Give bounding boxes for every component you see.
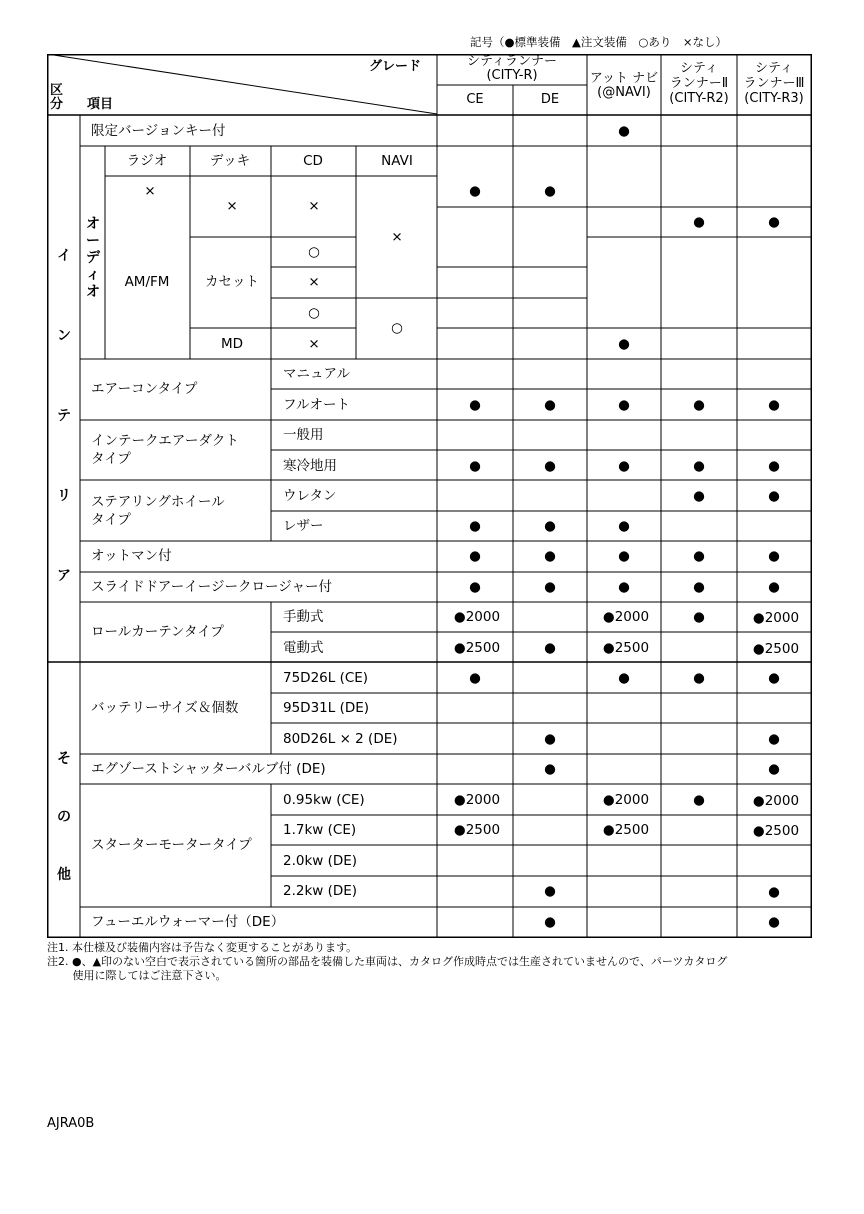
document-code: AJRA0B bbox=[47, 1116, 95, 1131]
mark: ● bbox=[469, 518, 481, 534]
mark: ● bbox=[768, 731, 780, 747]
item-aircon: エアーコンタイプ bbox=[91, 381, 198, 397]
item-bat-2: 95D31L (DE) bbox=[283, 700, 370, 716]
mark: ● bbox=[618, 518, 630, 534]
item-bat-1: 75D26L (CE) bbox=[283, 670, 369, 686]
mark: ● bbox=[618, 123, 630, 139]
item-starter: スターターモータータイプ bbox=[91, 837, 252, 853]
audio-radio-x: × bbox=[144, 183, 156, 199]
mark: ● bbox=[768, 214, 780, 230]
mark-2500: ●2500 bbox=[453, 822, 501, 838]
mark: ● bbox=[693, 670, 705, 686]
at-navi-code: (@NAVI) bbox=[597, 85, 651, 100]
mark: ● bbox=[618, 458, 630, 474]
spec-table bbox=[47, 54, 812, 938]
mark: ● bbox=[544, 640, 556, 656]
item-electric-type: 電動式 bbox=[283, 640, 324, 656]
mark-2500: ●2500 bbox=[453, 640, 501, 656]
audio-h-cd: CD bbox=[303, 153, 323, 169]
audio-h-deck: デッキ bbox=[209, 153, 251, 169]
mark: ● bbox=[544, 883, 556, 899]
item-limited-key: 限定バージョンキー付 bbox=[91, 123, 226, 139]
mark: ● bbox=[768, 761, 780, 777]
mark: ● bbox=[469, 397, 481, 413]
mark: ● bbox=[693, 548, 705, 564]
audio-cd-4: ○ bbox=[308, 305, 320, 321]
notes bbox=[47, 941, 727, 983]
item-st-3: 2.0kw (DE) bbox=[283, 853, 358, 869]
mark: ● bbox=[469, 670, 481, 686]
grade-label: グレード bbox=[369, 59, 422, 74]
mark: ● bbox=[768, 884, 780, 900]
audio-navi-o: ○ bbox=[391, 320, 403, 336]
city-r-name: シティランナー bbox=[467, 54, 557, 69]
item-exhaust: エグゾーストシャッターバルブ付 (DE) bbox=[91, 761, 326, 777]
audio-deck-cassette: カセット bbox=[205, 274, 259, 290]
item-steering-2: タイプ bbox=[91, 512, 131, 528]
city-r3-code: (CITY-R3) bbox=[744, 91, 804, 106]
item-fuel: フューエルウォーマー付（DE） bbox=[91, 914, 285, 930]
note-1: 注1. 本仕様及び装備内容は予告なく変更することがあります。 bbox=[47, 941, 358, 954]
item-manual-type: 手動式 bbox=[283, 609, 324, 625]
mark: ● bbox=[693, 609, 705, 625]
mark: ● bbox=[544, 914, 556, 930]
audio-label: オーディオ bbox=[86, 216, 100, 300]
note-3: 使用に際してはご注意下さい。 bbox=[47, 969, 227, 982]
mark: ● bbox=[469, 183, 481, 199]
mark: ● bbox=[544, 761, 556, 777]
mark-2500: ●2500 bbox=[602, 822, 650, 838]
mark-2500: ●2500 bbox=[752, 641, 800, 657]
mark-2000: ●2000 bbox=[752, 793, 800, 809]
item-cold: 寒冷地用 bbox=[283, 458, 337, 474]
audio-cd-5: × bbox=[308, 336, 320, 352]
mark-2000: ●2000 bbox=[752, 610, 800, 626]
mark: ● bbox=[693, 214, 705, 230]
audio-cd-2: ○ bbox=[308, 244, 320, 260]
audio-navi-x: × bbox=[391, 229, 403, 245]
audio-deck-x: × bbox=[226, 198, 238, 214]
mark: ● bbox=[693, 397, 705, 413]
item-leather: レザー bbox=[283, 518, 324, 534]
mark: ● bbox=[544, 548, 556, 564]
col-ce: CE bbox=[466, 92, 484, 107]
mark: ● bbox=[768, 397, 780, 413]
mark: ● bbox=[768, 670, 780, 686]
item-st-2: 1.7kw (CE) bbox=[283, 822, 357, 838]
audio-deck-md: MD bbox=[220, 336, 244, 352]
mark: ● bbox=[469, 458, 481, 474]
mark: ● bbox=[544, 397, 556, 413]
item-general: 一般用 bbox=[283, 427, 324, 443]
item-st-1: 0.95kw (CE) bbox=[283, 792, 365, 808]
mark: ● bbox=[544, 731, 556, 747]
mark-2000: ●2000 bbox=[453, 792, 501, 808]
mark: ● bbox=[618, 579, 630, 595]
city-r3-line1: シティ bbox=[755, 61, 793, 76]
mark-2500: ●2500 bbox=[752, 823, 800, 839]
audio-h-radio: ラジオ bbox=[126, 153, 168, 169]
mark: ● bbox=[693, 792, 705, 808]
kubun-label: 区分 bbox=[50, 83, 64, 112]
mark: ● bbox=[768, 488, 780, 504]
mark: ● bbox=[469, 548, 481, 564]
audio-h-navi: NAVI bbox=[381, 153, 413, 169]
mark: ● bbox=[618, 548, 630, 564]
item-slide-door: スライドドアーイージークロージャー付 bbox=[91, 579, 332, 595]
section-interior: インテリア bbox=[57, 248, 71, 584]
mark: ● bbox=[693, 488, 705, 504]
audio-radio-amfm: AM/FM bbox=[124, 274, 170, 290]
mark: ● bbox=[768, 548, 780, 564]
mark: ● bbox=[469, 579, 481, 595]
mark-2500: ●2500 bbox=[602, 640, 650, 656]
mark-2000: ●2000 bbox=[453, 609, 501, 625]
mark: ● bbox=[544, 518, 556, 534]
mark: ● bbox=[768, 458, 780, 474]
section-other: その他 bbox=[57, 751, 71, 883]
item-urethane: ウレタン bbox=[283, 488, 337, 504]
mark-2000: ●2000 bbox=[602, 609, 650, 625]
mark: ● bbox=[618, 670, 630, 686]
mark: ● bbox=[693, 579, 705, 595]
koumoku-label: 項目 bbox=[87, 97, 114, 112]
item-st-4: 2.2kw (DE) bbox=[283, 883, 358, 899]
item-steering: ステアリングホイール bbox=[91, 494, 225, 510]
col-de: DE bbox=[540, 92, 560, 107]
legend: 記号（●標準装備 ▲注文装備 ○あり ×なし） bbox=[470, 35, 728, 49]
item-intake-2: タイプ bbox=[91, 451, 131, 467]
item-ottoman: オットマン付 bbox=[91, 548, 172, 564]
item-battery: バッテリーサイズ＆個数 bbox=[91, 700, 239, 716]
city-r2-line1: シティ bbox=[680, 61, 718, 76]
mark: ● bbox=[544, 579, 556, 595]
note-2: 注2. ●、▲印のない空白で表示されている箇所の部品を装備した車両は、カタログ作成時点では生産されていませんので、パーツカタログ bbox=[47, 955, 728, 968]
mark: ● bbox=[618, 397, 630, 413]
mark: ● bbox=[693, 458, 705, 474]
at-navi-name: アット ナビ bbox=[589, 71, 659, 86]
item-fullauto: フルオート bbox=[283, 397, 350, 413]
mark: ● bbox=[768, 914, 780, 930]
mark-2000: ●2000 bbox=[602, 792, 650, 808]
mark: ● bbox=[618, 336, 630, 352]
city-r2-line2: ランナーⅡ bbox=[669, 76, 729, 91]
city-r2-code: (CITY-R2) bbox=[669, 91, 729, 106]
audio-cd-1: × bbox=[308, 198, 320, 214]
item-curtain: ロールカーテンタイプ bbox=[91, 624, 224, 640]
item-bat-3: 80D26L × 2 (DE) bbox=[283, 731, 398, 747]
item-manual: マニュアル bbox=[283, 366, 350, 382]
audio-cd-3: × bbox=[308, 274, 320, 290]
mark: ● bbox=[544, 183, 556, 199]
city-r3-line2: ランナーⅢ bbox=[743, 76, 805, 91]
mark: ● bbox=[544, 458, 556, 474]
item-intake: インテークエアーダクト bbox=[91, 433, 239, 449]
mark: ● bbox=[768, 579, 780, 595]
city-r-code: (CITY-R) bbox=[486, 68, 538, 83]
